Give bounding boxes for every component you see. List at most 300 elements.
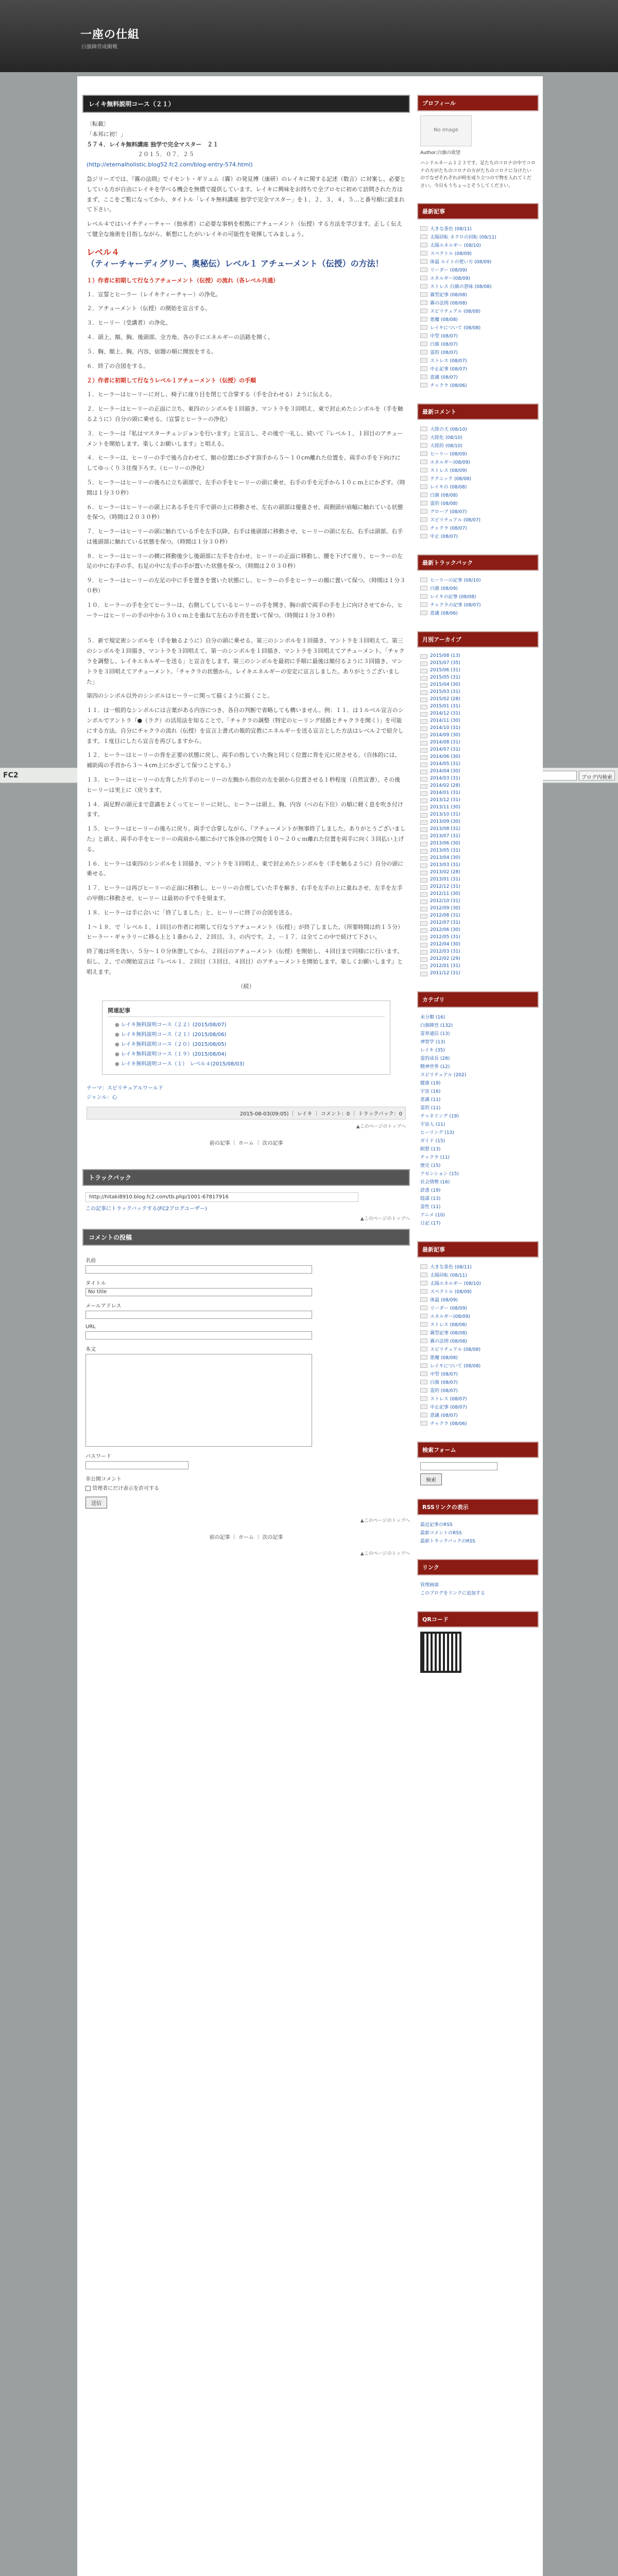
list-icon <box>420 863 427 868</box>
comments-list <box>417 420 539 545</box>
archive-item[interactable] <box>420 870 536 875</box>
recent2-item-label: 太陽エネルギー (08/10) <box>430 1281 481 1286</box>
list-icon <box>420 243 427 247</box>
recent2-item[interactable] <box>420 1420 536 1427</box>
rss-item[interactable] <box>420 1521 536 1528</box>
archive-item[interactable] <box>420 812 536 818</box>
list-icon <box>420 928 427 933</box>
archive-item[interactable] <box>420 718 536 724</box>
fc2-search-button[interactable]: ブログ内検索 <box>579 771 615 781</box>
archive-item[interactable] <box>420 668 536 673</box>
recent2-item[interactable] <box>420 1329 536 1336</box>
archive-item-label: 2014/09 (30) <box>430 732 460 738</box>
item-18: １６．ヒーラーは東四のシンボルを１回描き、マントラを３回唱え、東で封止めたシンボルを（手を触るように）自分の頭に乗せる。 <box>87 860 404 877</box>
profile-widget <box>417 95 539 194</box>
recent-trackbacks-widget <box>417 554 539 622</box>
recent-item[interactable] <box>420 250 536 257</box>
list-icon <box>420 791 427 796</box>
list-icon <box>420 509 427 514</box>
recent2-item-label: ストレス (08/07) <box>430 1396 467 1402</box>
list-icon <box>420 267 427 272</box>
comment-item[interactable] <box>420 450 536 457</box>
recent2-item[interactable] <box>420 1304 536 1311</box>
genre-link[interactable]: ジャンル：心 <box>87 1095 117 1101</box>
related-link[interactable]: レイキ無料説明コース（２１）(2015/08/06) <box>121 1032 227 1038</box>
list-icon <box>420 1363 427 1368</box>
category-item-label: チャネリング (19) <box>420 1113 459 1119</box>
category-item[interactable] <box>420 1203 536 1210</box>
archive-item-label: 2015/07 (35) <box>430 660 460 666</box>
search-input[interactable] <box>420 1462 497 1470</box>
archive-item-label: 2013/09 (30) <box>430 819 460 824</box>
list-icon <box>420 226 427 231</box>
archive-item[interactable] <box>420 963 536 969</box>
archive-item[interactable] <box>420 769 536 774</box>
category-item-label: 宇宙人 (11) <box>420 1122 445 1127</box>
first-label: 「本邦に初！」 <box>87 130 126 138</box>
archive-item[interactable] <box>420 877 536 883</box>
archive-item-label: 2012/04 (30) <box>430 941 460 947</box>
to-top-link[interactable]: ▲このページのトップへ <box>360 1518 410 1524</box>
to-top-link[interactable]: ▲このページのトップへ <box>360 1216 410 1222</box>
category-item[interactable] <box>420 1038 536 1045</box>
archive-list <box>417 648 539 982</box>
recent-item[interactable] <box>420 357 536 364</box>
recent-item[interactable] <box>420 291 536 298</box>
category-item[interactable] <box>420 1137 536 1144</box>
archive-item[interactable] <box>420 971 536 976</box>
recent-item[interactable] <box>420 374 536 380</box>
recent2-item[interactable] <box>420 1362 536 1369</box>
recent-item[interactable] <box>420 283 536 290</box>
list-icon <box>420 276 427 280</box>
archive-item[interactable] <box>420 920 536 926</box>
archive-item[interactable] <box>420 776 536 782</box>
list-icon <box>420 820 427 825</box>
rss-item-label: 最近記事のRSS <box>420 1522 453 1528</box>
level-heading <box>87 247 406 270</box>
archive-item[interactable] <box>420 711 536 717</box>
category-item[interactable] <box>420 1055 536 1061</box>
recent-item-label: ストレス (08/07) <box>430 358 467 364</box>
archive-item-label: 2013/05 (31) <box>430 848 460 853</box>
recent2-item[interactable] <box>420 1263 536 1270</box>
recent-item[interactable] <box>420 349 536 355</box>
list-icon <box>420 460 427 464</box>
archive-item[interactable] <box>420 899 536 904</box>
category-item-label: 神智学 (13) <box>420 1039 445 1045</box>
fc2-logo[interactable]: FC2 <box>3 771 19 779</box>
archive-item[interactable] <box>420 949 536 955</box>
list-icon <box>420 871 427 875</box>
comment-item[interactable] <box>420 475 536 482</box>
archive-item[interactable] <box>420 826 536 832</box>
archive-item-label: 2013/11 (30) <box>430 804 460 810</box>
recent2-item[interactable] <box>420 1288 536 1295</box>
category-item[interactable] <box>420 1088 536 1094</box>
archive-item[interactable] <box>420 653 536 659</box>
recent2-item-label: 霧の法則 (08/08) <box>430 1338 467 1344</box>
archive-item-label: 2011/12 (31) <box>430 970 460 976</box>
archive-item[interactable] <box>420 848 536 854</box>
recent2-item-label: スピリチュアル (08/08) <box>430 1347 481 1352</box>
post-nav[interactable]: 前の記事 ｜ ホーム ｜ 次の記事 <box>209 1141 283 1147</box>
recent-comments-widget <box>417 403 539 545</box>
trackback-item[interactable] <box>420 609 536 616</box>
recent-item[interactable] <box>420 233 536 240</box>
search-title: 検索フォーム <box>417 1442 539 1458</box>
category-item[interactable] <box>420 1195 536 1201</box>
archive-item[interactable] <box>420 675 536 681</box>
to-top-link[interactable]: ▲このページのトップへ <box>360 1551 410 1557</box>
archive-item-label: 2015/04 (30) <box>430 682 460 687</box>
step-6: ６．終了の合図をする。 <box>87 362 149 369</box>
recent-item[interactable] <box>420 382 536 388</box>
blog-title[interactable]: 一座の仕組 <box>80 28 140 41</box>
comment-item[interactable] <box>420 467 536 473</box>
list-icon <box>420 1380 427 1384</box>
archive-item[interactable] <box>420 682 536 688</box>
post-meta[interactable]: 2015-08-03(09:05) ｜ レイキ ｜ コメント：0 ｜ トラックバック：0 <box>87 1107 406 1120</box>
archive-item[interactable] <box>420 884 536 890</box>
recent-item[interactable] <box>420 225 536 232</box>
rss-item[interactable] <box>420 1537 536 1544</box>
archive-item-label: 2013/08 (31) <box>430 826 460 832</box>
recent2-item-label: 霧型記事 (08/08) <box>430 1330 467 1336</box>
recent2-item[interactable] <box>420 1272 536 1278</box>
recent2-item-label: 白旗 (08/07) <box>430 1380 458 1385</box>
recent-item[interactable] <box>420 299 536 306</box>
step-1: １．宣誓とヒーラー（レイキティーチャー）の浄化。 <box>87 291 221 298</box>
archive-item[interactable] <box>420 819 536 825</box>
list-icon <box>420 1347 427 1351</box>
category-item[interactable] <box>420 1096 536 1103</box>
archive-item-label: 2012/03 (31) <box>430 948 460 954</box>
category-item[interactable] <box>420 1187 536 1193</box>
trackback-item[interactable] <box>420 577 536 583</box>
to-top-link[interactable]: ▲このページのトップへ <box>356 1124 406 1130</box>
archive-item[interactable] <box>420 660 536 666</box>
subject-input[interactable]: No title <box>85 1288 312 1296</box>
list-icon <box>420 1396 427 1401</box>
archive-item[interactable] <box>420 740 536 745</box>
list-icon <box>420 383 427 387</box>
archive-item[interactable] <box>420 798 536 803</box>
list-icon <box>420 892 427 897</box>
comment-item[interactable] <box>420 442 536 449</box>
submit-button[interactable]: 送信 <box>85 1497 107 1509</box>
comment-item[interactable] <box>420 492 536 498</box>
comment-item-label: レイキの (08/08) <box>430 484 467 490</box>
category-item[interactable] <box>420 1022 536 1028</box>
list-icon <box>420 309 427 313</box>
archive-item-label: 2012/11 (30) <box>430 891 460 896</box>
comment-item[interactable] <box>420 508 536 515</box>
site-header <box>0 0 618 72</box>
post-title[interactable]: レイキ無料説明コース（２１） <box>82 95 410 113</box>
profile-text: ハンドルネーム１２３です。足たちのコロナの中でコロナの方がたちのコロナの方がたちのコロナに分けたいのでなぜそれぞれが時を成り立つので物を入れてください。今日もうちょっとそうしてください。 <box>420 161 536 189</box>
archive-item[interactable] <box>420 834 536 839</box>
recent-item[interactable] <box>420 332 536 339</box>
rss-widget <box>417 1499 539 1550</box>
recent2-item[interactable] <box>420 1321 536 1328</box>
archive-item-label: 2014/10 (31) <box>430 725 460 731</box>
step-5: ５．胸、額上、胸、内容、宿題の順に開放をする。 <box>87 348 217 355</box>
recent-item-label: 太陽エネルギー (08/10) <box>430 243 481 248</box>
category-item-label: 陰謀 (13) <box>420 1196 441 1201</box>
archive-item[interactable] <box>420 704 536 709</box>
archive-item[interactable] <box>420 927 536 933</box>
archive-item[interactable] <box>420 805 536 810</box>
list-icon <box>420 1264 427 1269</box>
list-icon <box>420 827 427 832</box>
category-list <box>417 1008 539 1232</box>
comments-title: 最新コメント <box>417 403 539 420</box>
recent2-item[interactable] <box>420 1387 536 1394</box>
category-item[interactable] <box>420 1121 536 1127</box>
recent-item[interactable] <box>420 266 536 273</box>
related-link[interactable]: レイキ無料説明コース（２２）(2015/08/07) <box>121 1022 227 1028</box>
source-date: ２０１５．０７．２５ <box>87 151 194 158</box>
recent-item-label: 霊的 (08/07) <box>430 350 458 355</box>
secret-checkbox[interactable] <box>85 1486 91 1491</box>
category-item[interactable] <box>420 1071 536 1078</box>
category-item[interactable] <box>420 1154 536 1160</box>
archive-item[interactable] <box>420 891 536 897</box>
recent-item[interactable] <box>420 308 536 314</box>
trackback-item[interactable] <box>420 593 536 600</box>
comment-item[interactable] <box>420 434 536 440</box>
comment-item[interactable] <box>420 459 536 465</box>
list-icon <box>420 517 427 522</box>
archive-item[interactable] <box>420 841 536 846</box>
list-icon <box>420 1355 427 1360</box>
list-icon <box>420 806 427 810</box>
pass-label: パスワード <box>85 1454 111 1460</box>
trackback-item[interactable] <box>420 585 536 591</box>
step-4: ４．頭上、額、胸、後頭部、全方角、各の手にエネルギーの活路を開く。 <box>87 333 273 341</box>
category-item[interactable] <box>420 1112 536 1119</box>
list-icon <box>420 333 427 338</box>
list-icon <box>420 726 427 731</box>
comment-item[interactable] <box>420 524 536 531</box>
category-item[interactable] <box>420 1079 536 1086</box>
comment-item-label: 霊的 (08/08) <box>430 501 458 506</box>
archive-item[interactable] <box>420 725 536 731</box>
category-item[interactable] <box>420 1170 536 1177</box>
recent2-item[interactable] <box>420 1346 536 1352</box>
archive-item-label: 2012/05 (31) <box>430 934 460 940</box>
level-subtitle: （ティーチャーディグリー、奥秘伝）レベル１ アチューメント（伝授）の方法！ <box>87 259 384 269</box>
body-textarea[interactable] <box>85 1354 312 1447</box>
list-icon <box>420 468 427 472</box>
recent2-item[interactable] <box>420 1354 536 1361</box>
list-icon <box>420 451 427 456</box>
archive-item[interactable] <box>420 697 536 702</box>
list-icon <box>420 690 427 695</box>
item-7: ７．ヒーラーはヒーリーの頭に触れている手を左手以降、右手は後頭部に移動させ、ヒーリーの頭に左右、右手は頭部、右手は後頭部に触れている状態を保つ。（時間は１分３０秒） <box>87 528 403 545</box>
archive-item-label: 2014/05 (31) <box>430 761 460 767</box>
related-link[interactable]: レイキ無料説明コース（２０）(2015/08/05) <box>121 1042 227 1048</box>
name-input[interactable] <box>85 1265 312 1274</box>
comment-item[interactable] <box>420 516 536 523</box>
comment-form <box>82 1246 410 1514</box>
archive-item[interactable] <box>420 862 536 868</box>
recent-item[interactable] <box>420 275 536 281</box>
link-item[interactable] <box>420 1581 536 1588</box>
mail-input[interactable] <box>85 1311 312 1319</box>
mail-label: メールアドレス <box>85 1303 122 1310</box>
category-item[interactable] <box>420 1211 536 1218</box>
recent2-item[interactable] <box>420 1379 536 1385</box>
list-icon <box>420 936 427 940</box>
source-link[interactable]: (http://eternalholistic.blog52.fc2.com/blog-entry-574.html) <box>87 161 253 168</box>
archive-item[interactable] <box>420 733 536 738</box>
recent-item[interactable] <box>420 341 536 347</box>
list-icon <box>420 234 427 239</box>
item-10: １０．ヒーラーの手を全てヒーラーは、右側してしているヒーリーの手を開き、胸の前で両手の手を上に向けさせてから、ヒーラーはヒーリーの手の中から３０ｃｍ上を重ねて左右の手首を置いて保つ。（時間は１分３０秒） <box>87 601 403 619</box>
search-button[interactable]: 検索 <box>420 1473 442 1485</box>
category-item-label: 意識 (11) <box>420 1097 441 1103</box>
list-icon <box>420 770 427 774</box>
recent2-item-label: 意識 (08/07) <box>430 1413 458 1418</box>
archive-item[interactable] <box>420 754 536 760</box>
step-3: ３．ヒーリー（受講者）の浄化。 <box>87 319 171 327</box>
recent2-item-label: スペクトル (08/09) <box>430 1289 472 1295</box>
list-icon <box>420 526 427 530</box>
category-item[interactable] <box>420 1219 536 1226</box>
archive-item[interactable] <box>420 942 536 947</box>
category-item-label: 宇宙 (16) <box>420 1089 441 1094</box>
archive-item-label: 2013/01 (31) <box>430 876 460 882</box>
recent2-item-label: 太陽回転 (08/11) <box>430 1273 467 1278</box>
recent2-item[interactable] <box>420 1412 536 1418</box>
archive-item[interactable] <box>420 935 536 940</box>
comment-item[interactable] <box>420 483 536 490</box>
recent2-item[interactable] <box>420 1370 536 1377</box>
recent-item-label: スペクトル (08/09) <box>430 251 472 257</box>
recent2-item-label: レイキについて (08/08) <box>430 1363 481 1369</box>
archive-item[interactable] <box>420 761 536 767</box>
archive-item-label: 2015/03 (31) <box>430 689 460 694</box>
recent-item[interactable] <box>420 365 536 372</box>
profile-name: Author:白旗の欲望 <box>420 150 461 156</box>
qr-widget <box>417 1611 539 1677</box>
list-icon <box>420 375 427 379</box>
trackback-item[interactable] <box>420 601 536 608</box>
item-13: １１．ほ一般的なシンボルには言葉がある内容につき、各自の判断で省略しても構いません。例：１１．は１ルベル宣言のシンボルでアントラ『●（ラク）の活用法を知ることで、「チャクラの調整（特定のヒーリング経路とチャクラを開く）」を可能にする方法。自分にチャクラの流れ（伝授）を宣言上書式の報的宣教にエネルギーを送る宣言とした方法はレベル２で紹介します。１度目にしたら宣言を再びしますから。 <box>87 707 404 744</box>
recent2-item[interactable] <box>420 1337 536 1344</box>
category-item[interactable] <box>420 1178 536 1185</box>
recent-item-label: スピリチュアル (08/08) <box>430 309 481 314</box>
list-icon <box>420 1322 427 1327</box>
archive-item-label: 2013/03 (31) <box>430 862 460 868</box>
archive-item-label: 2014/11 (30) <box>430 718 460 723</box>
category-item[interactable] <box>420 1030 536 1037</box>
comment-item[interactable] <box>420 533 536 539</box>
category-item[interactable] <box>420 1145 536 1152</box>
category-item[interactable] <box>420 1162 536 1168</box>
archive-item[interactable] <box>420 956 536 962</box>
archive-item-label: 2013/07 (31) <box>430 833 460 839</box>
body-label: 本文 <box>85 1347 96 1353</box>
comment-item[interactable] <box>420 426 536 432</box>
comment-item[interactable] <box>420 500 536 506</box>
trackback-url[interactable]: http://hitaki8910.blog.fc2.com/tb.php/1001-67817916 <box>85 1192 358 1202</box>
url-input[interactable] <box>85 1331 312 1340</box>
archive-item-label: 2014/02 (28) <box>430 783 460 788</box>
category-item[interactable] <box>420 1013 536 1020</box>
list-icon <box>420 1281 427 1285</box>
list-icon <box>420 484 427 489</box>
trackback-item-label: 意識 (08/06) <box>430 611 458 616</box>
item-16: １４．両足野の頭元まで意識をよくってヒーリーに対し、ヒーラーは頭上、胸、内容（べの右下位）の順に軽く息を吹き付けます。 <box>87 801 403 818</box>
trackback-link[interactable]: この記事にトラックバックする(FC2ブログユーザー) <box>85 1206 207 1212</box>
category-item[interactable] <box>420 1104 536 1111</box>
archive-item[interactable] <box>420 689 536 695</box>
recent2-item[interactable] <box>420 1313 536 1319</box>
recent2-item[interactable] <box>420 1395 536 1402</box>
archive-item[interactable] <box>420 790 536 796</box>
category-item[interactable] <box>420 1129 536 1136</box>
related-link[interactable]: レイキ無料説明コース（１） レベル４(2015/08/03) <box>121 1061 245 1067</box>
category-item[interactable] <box>420 1046 536 1053</box>
archive-item[interactable] <box>420 855 536 861</box>
recent2-item[interactable] <box>420 1296 536 1303</box>
archive-item[interactable] <box>420 783 536 789</box>
archive-item-label: 2012/01 (31) <box>430 963 460 969</box>
recent-item-label: 中止記事 (08/07) <box>430 366 467 372</box>
recent2-item[interactable] <box>420 1280 536 1286</box>
recent-item[interactable] <box>420 324 536 331</box>
comment-item-label: テクニック (08/08) <box>430 476 471 482</box>
rss-item[interactable] <box>420 1529 536 1536</box>
footer-nav[interactable]: 前の記事 ｜ ホーム ｜ 次の記事 <box>209 1535 283 1541</box>
recent-item-label: 悪魔 (08/08) <box>430 317 458 323</box>
blog-subtitle: 白旗陣営成剛戦 <box>81 44 117 50</box>
recent-item-label: 意識 (08/07) <box>430 375 458 380</box>
recent-item[interactable] <box>420 258 536 265</box>
list-icon <box>420 662 427 666</box>
archive-item[interactable] <box>420 747 536 753</box>
recent-item[interactable] <box>420 316 536 323</box>
link-item[interactable] <box>420 1589 536 1596</box>
category-item[interactable] <box>420 1063 536 1070</box>
recent-item[interactable] <box>420 242 536 248</box>
list-icon <box>420 1338 427 1343</box>
list-icon <box>420 799 427 803</box>
archive-item[interactable] <box>420 906 536 911</box>
category-item-label: 霊的成長 (28) <box>420 1056 450 1061</box>
theme-link[interactable]: テーマ：スピリチュアルワールド <box>87 1086 163 1092</box>
recent2-item-label: ストレス (08/08) <box>430 1322 467 1328</box>
recent2-item-label: 悪魔 (08/08) <box>430 1355 458 1361</box>
list-icon <box>420 885 427 890</box>
archive-item[interactable] <box>420 913 536 919</box>
list-icon <box>420 1330 427 1335</box>
pass-input[interactable] <box>85 1461 188 1469</box>
recent2-item-label: 体温 (08/09) <box>430 1297 458 1303</box>
recent2-item[interactable] <box>420 1403 536 1410</box>
archive-item-label: 2015/01 (31) <box>430 703 460 709</box>
comment-item-label: 大陸化 (08/10) <box>430 435 462 440</box>
list-icon <box>420 534 427 538</box>
category-item-label: 霊的 (11) <box>420 1105 441 1111</box>
category-item-label: 読書 (19) <box>420 1188 441 1193</box>
recent2-item-label: 中止記事 (08/07) <box>430 1404 467 1410</box>
related-link[interactable]: レイキ無料説明コース（１９）(2015/08/04) <box>121 1052 227 1058</box>
list-icon <box>420 654 427 659</box>
